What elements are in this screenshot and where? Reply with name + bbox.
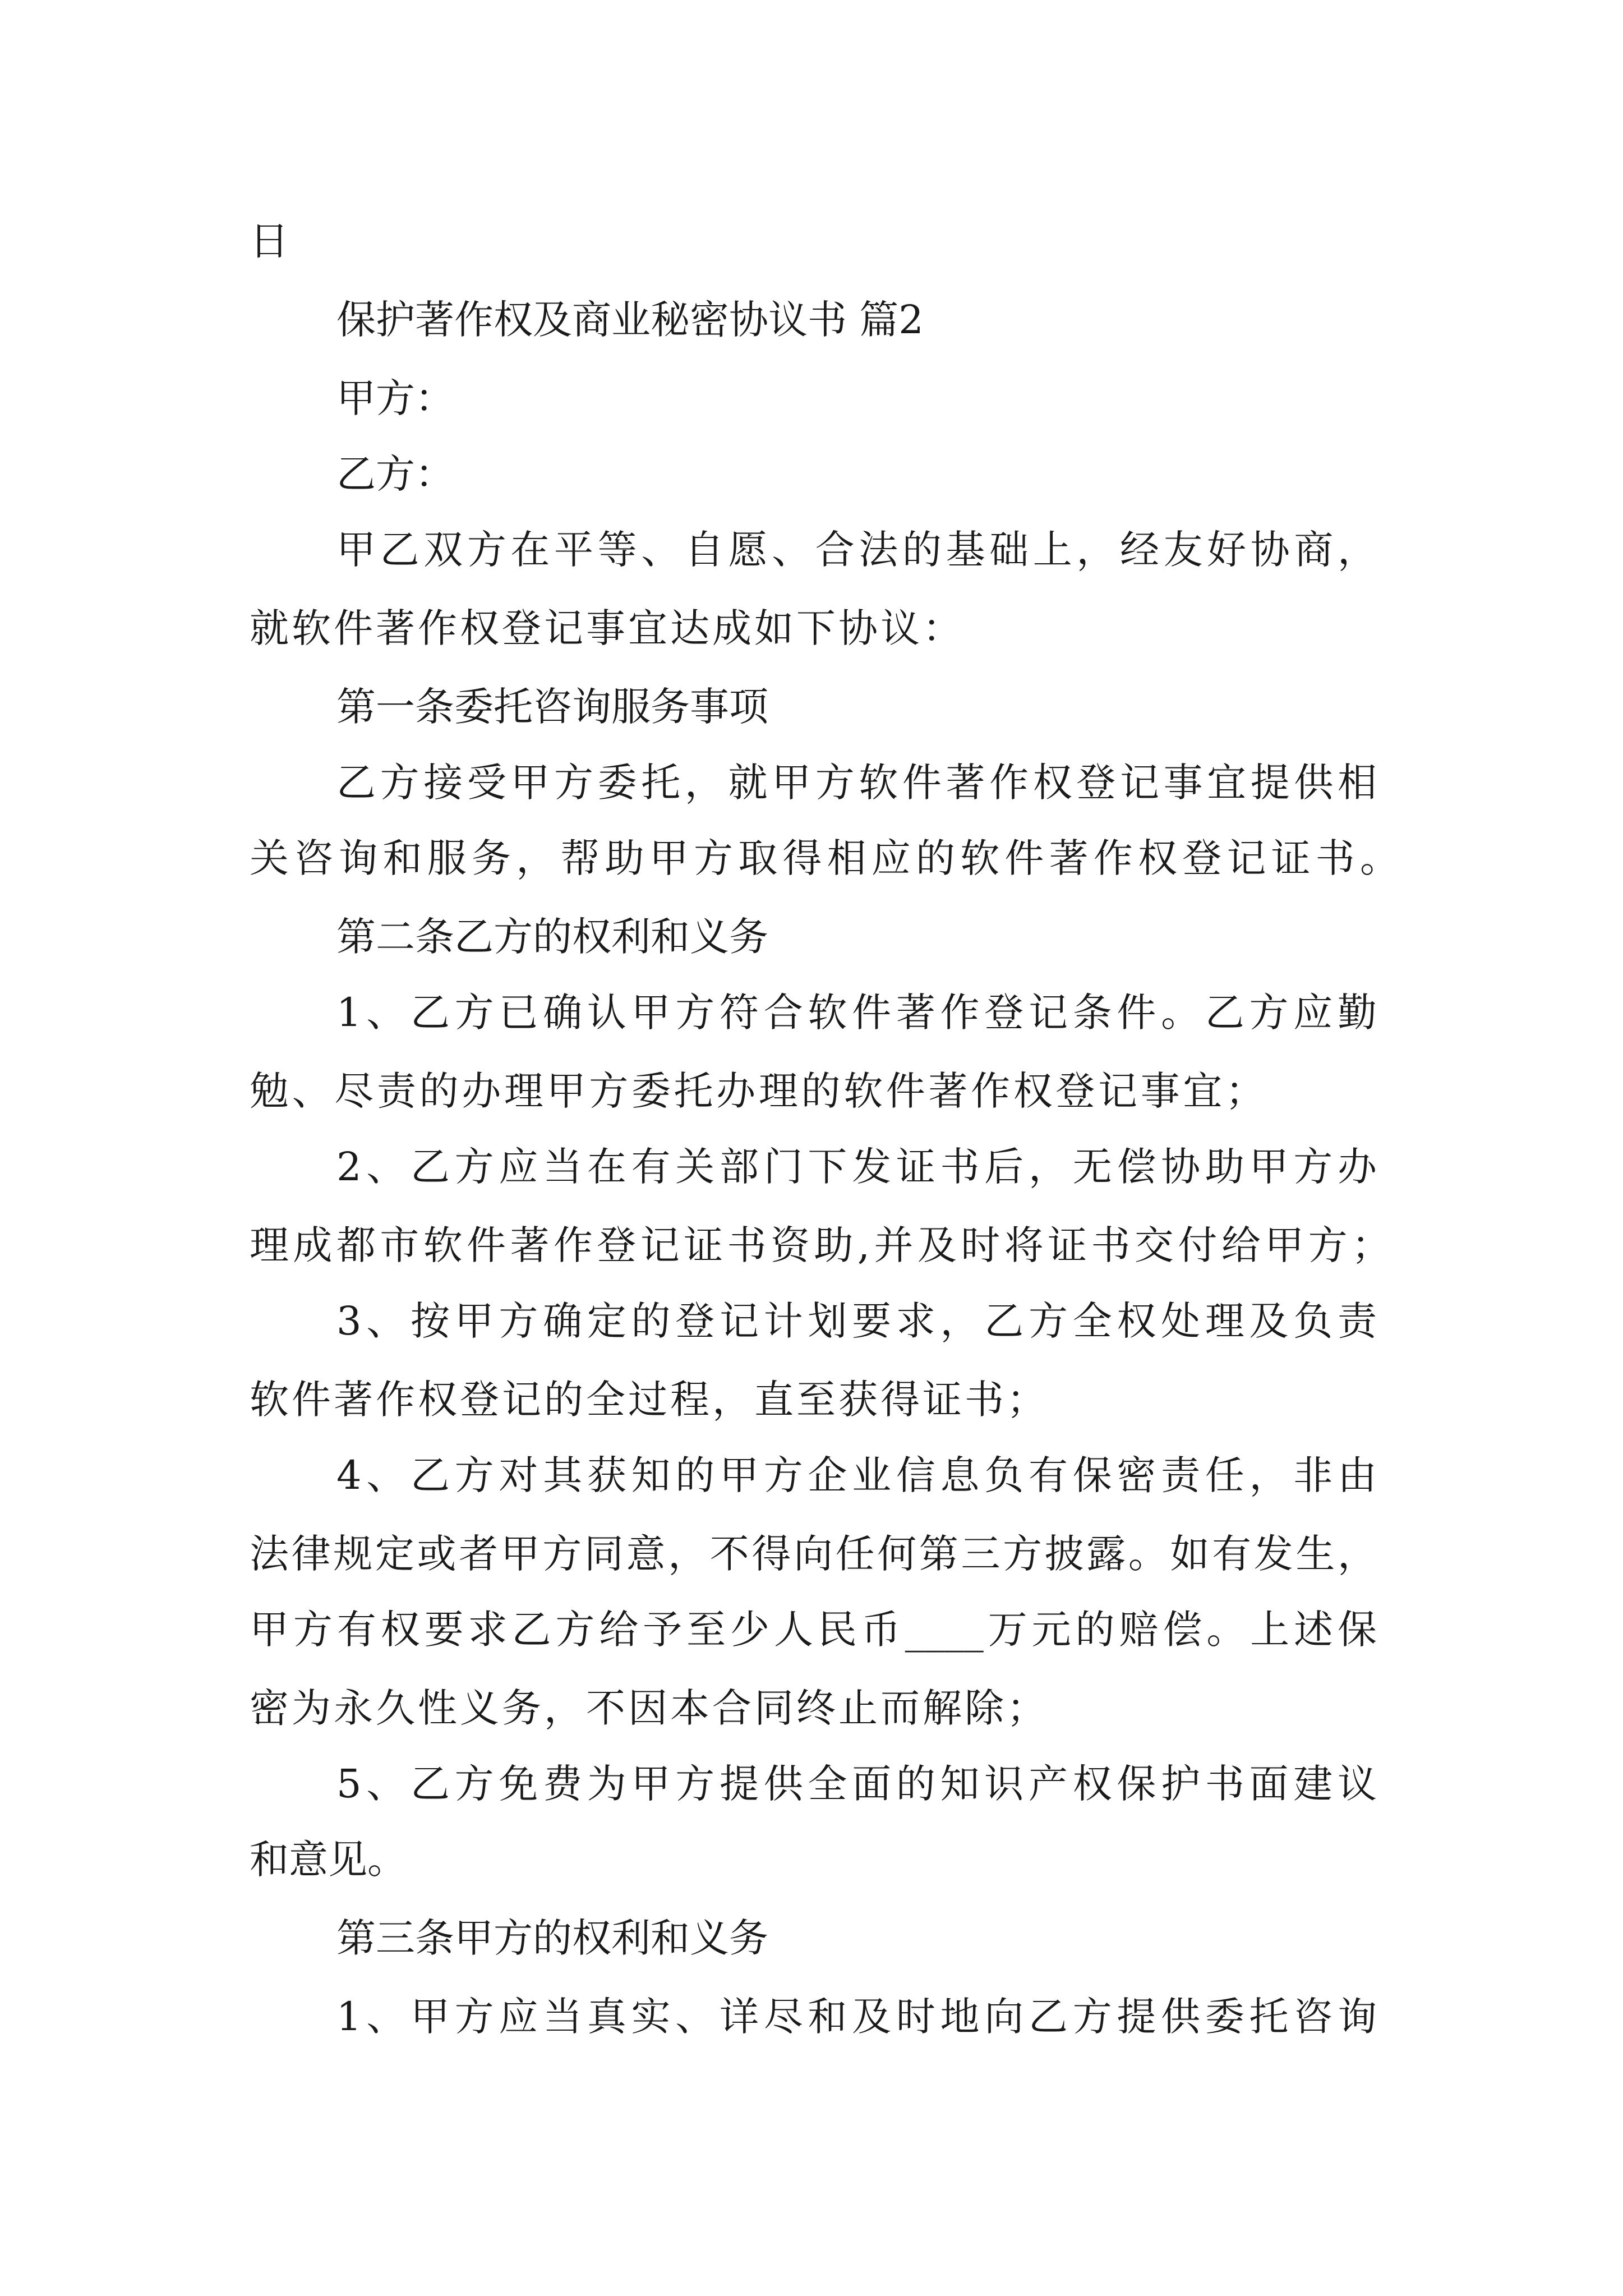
paragraph-line: 就软件著作权登记事宜达成如下协议：	[250, 605, 965, 651]
article-heading: 第三条甲方的权利和义务	[336, 1915, 768, 1961]
paragraph-line: 5、乙方免费为甲方提供全面的知识产权保护书面建议	[336, 1761, 1377, 1807]
paragraph-line: 关咨询和服务，帮助甲方取得相应的软件著作权登记证书。	[250, 835, 1399, 881]
text-line: 日	[250, 218, 289, 264]
party-a-label: 甲方：	[336, 375, 454, 421]
document-title: 保护著作权及商业秘密协议书 篇2	[336, 297, 924, 343]
paragraph-line: 甲方有权要求乙方给予至少人民币____万元的赔偿。上述保	[250, 1607, 1377, 1653]
paragraph-line: 2、乙方应当在有关部门下发证书后，无偿协助甲方办	[336, 1144, 1377, 1190]
article-heading: 第二条乙方的权利和义务	[336, 914, 768, 960]
paragraph-line: 1、甲方应当真实、详尽和及时地向乙方提供委托咨询	[336, 1994, 1377, 2040]
article-heading: 第一条委托咨询服务事项	[336, 684, 768, 730]
paragraph-line: 法律规定或者甲方同意，不得向任何第三方披露。如有发生，	[250, 1531, 1377, 1577]
paragraph-line: 4、乙方对其获知的甲方企业信息负有保密责任，非由	[336, 1452, 1377, 1498]
paragraph-line: 软件著作权登记的全过程，直至获得证书；	[250, 1377, 1049, 1423]
paragraph-line: 乙方接受甲方委托，就甲方软件著作权登记事宜提供相	[336, 760, 1377, 806]
paragraph-line: 甲乙双方在平等、自愿、合法的基础上，经友好协商，	[336, 527, 1377, 573]
paragraph-line: 理成都市软件著作登记证书资助,并及时将证书交付给甲方；	[250, 1222, 1391, 1268]
paragraph-line: 1、乙方已确认甲方符合软件著作登记条件。乙方应勤	[336, 990, 1377, 1036]
paragraph-line: 勉、尽责的办理甲方委托办理的软件著作权登记事宜；	[250, 1068, 1265, 1114]
paragraph-line: 3、按甲方确定的登记计划要求，乙方全权处理及负责	[336, 1298, 1377, 1344]
paragraph-line: 和意见。	[250, 1837, 407, 1883]
party-b-label: 乙方：	[336, 451, 454, 497]
paragraph-line: 密为永久性义务，不因本合同终止而解除；	[250, 1685, 1049, 1731]
